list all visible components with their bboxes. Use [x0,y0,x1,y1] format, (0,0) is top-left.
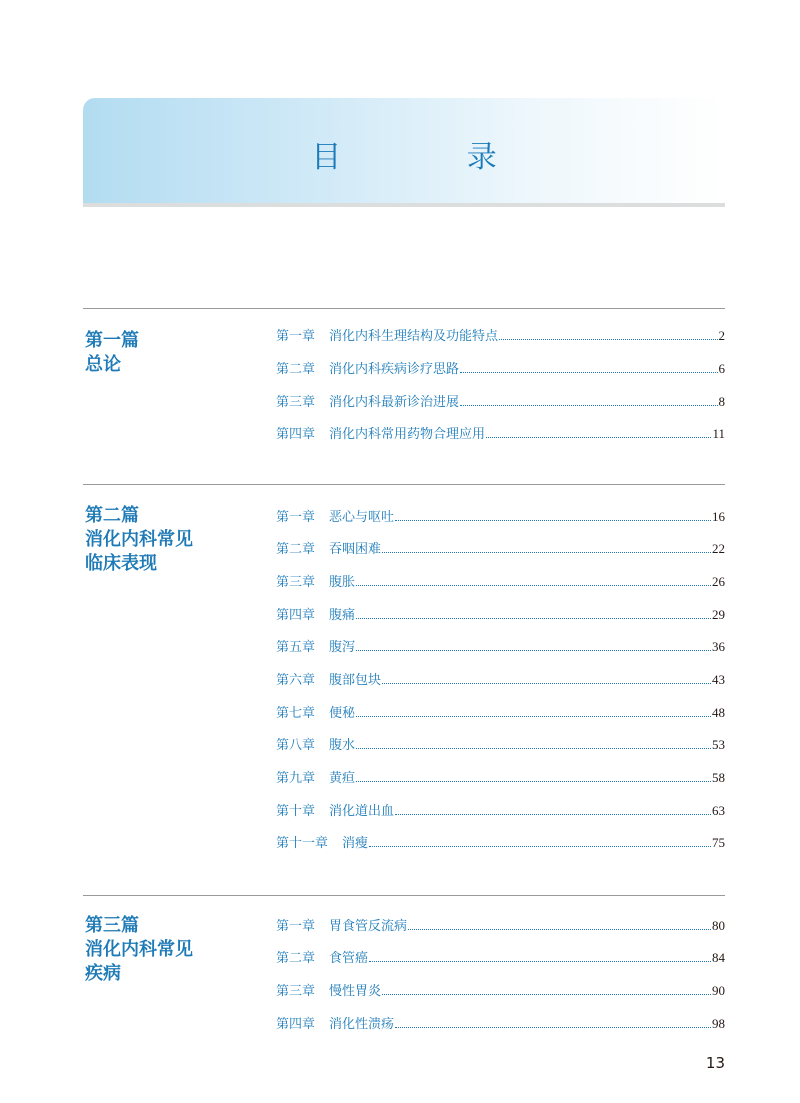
chapter-title: 消化性溃疡 [329,1017,395,1032]
chapter-title: 消化内科最新诊治进展 [329,395,460,410]
banner-underline [83,203,725,207]
part-title [85,914,245,986]
toc-entry[interactable] [276,768,725,788]
toc-entry[interactable] [276,801,725,821]
chapter-title: 消瘦 [342,836,369,851]
dot-leader [486,436,711,438]
part-title [85,504,245,576]
dot-leader [369,960,711,962]
dot-leader [460,404,717,406]
chapter-title: 便秘 [329,706,356,721]
toc-entry[interactable] [276,326,725,346]
toc-entry[interactable] [276,424,725,444]
section-divider [83,308,725,309]
chapter-title: 消化道出血 [329,804,395,819]
chapter-number: 第二章 [276,542,316,557]
toc-entry[interactable] [276,735,725,755]
dot-leader [369,845,711,847]
page-ref: 53 [712,737,725,752]
chapter-number: 第十章 [276,804,316,819]
page-title: 目 录 [311,140,555,175]
toc-entry[interactable] [276,833,725,853]
page-ref: 98 [712,1016,725,1031]
chapter-number: 第十一章 [276,836,329,851]
toc-entry[interactable] [276,539,725,559]
chapter-title: 腹泻 [329,640,356,655]
page-ref: 2 [718,328,725,343]
chapter-number: 第二章 [276,362,316,377]
page-ref: 48 [712,705,725,720]
page-ref: 80 [712,918,725,933]
dot-leader [382,551,711,553]
toc-entry[interactable] [276,981,725,1001]
chapter-number: 第二章 [276,951,316,966]
chapter-number: 第四章 [276,1017,316,1032]
chapter-number: 第一章 [276,510,316,525]
toc-entry[interactable] [276,359,725,379]
chapter-number: 第六章 [276,673,316,688]
toc-entry[interactable] [276,572,725,592]
page-ref: 6 [718,361,725,376]
dot-leader [499,338,717,340]
toc-entry[interactable] [276,670,725,690]
dot-leader [356,747,711,749]
toc-entry[interactable] [276,392,725,412]
chapter-title: 腹痛 [329,608,356,623]
chapter-title: 消化内科疾病诊疗思路 [329,362,460,377]
dot-leader [395,519,711,521]
toc-entry[interactable] [276,1014,725,1034]
chapter-number: 第四章 [276,608,316,623]
chapter-number: 第七章 [276,706,316,721]
part-title-line: 疾病 [85,963,121,984]
chapter-title: 腹水 [329,738,356,753]
chapter-number: 第四章 [276,427,316,442]
chapter-title: 消化内科常用药物合理应用 [329,427,486,442]
section-divider [83,895,725,896]
page-ref: 22 [712,541,725,556]
toc-entry[interactable] [276,948,725,968]
part-title-line: 第三篇 [85,915,139,936]
chapter-title: 胃食管反流病 [329,919,408,934]
chapter-title: 消化内科生理结构及功能特点 [329,329,499,344]
page-ref: 58 [712,770,725,785]
part-title-line: 消化内科常见 [85,939,193,960]
chapter-number: 第一章 [276,919,316,934]
chapter-number: 第一章 [276,329,316,344]
toc-entry[interactable] [276,605,725,625]
toc-entry[interactable] [276,507,725,527]
dot-leader [356,649,711,651]
chapter-number: 第八章 [276,738,316,753]
toc-entry[interactable] [276,637,725,657]
part-title-line: 总论 [85,354,121,375]
page-ref: 75 [712,835,725,850]
dot-leader [395,1026,711,1028]
dot-leader [460,371,717,373]
dot-leader [356,617,711,619]
dot-leader [356,780,711,782]
dot-leader [408,928,711,930]
section-divider [83,484,725,485]
chapter-title: 慢性胃炎 [329,984,382,999]
chapter-number: 第三章 [276,395,316,410]
chapter-number: 第九章 [276,771,316,786]
part-title-line: 临床表现 [85,553,157,574]
page-ref: 8 [718,394,725,409]
chapter-title: 腹胀 [329,575,356,590]
page-ref: 90 [712,983,725,998]
part-title-line: 第二篇 [85,505,139,526]
page-ref: 36 [712,639,725,654]
chapter-title: 恶心与呕吐 [329,510,395,525]
chapter-title: 腹部包块 [329,673,382,688]
chapter-title: 吞咽困难 [329,542,382,557]
page-ref: 84 [712,950,725,965]
page-ref: 29 [712,607,725,622]
chapter-number: 第三章 [276,984,316,999]
toc-entry[interactable] [276,916,725,936]
dot-leader [382,993,711,995]
part-title-line: 第一篇 [85,330,139,351]
page-ref: 63 [712,803,725,818]
chapter-number: 第三章 [276,575,316,590]
part-title [85,329,245,377]
page-ref: 43 [712,672,725,687]
page-ref: 16 [712,509,725,524]
page-ref: 26 [712,574,725,589]
page-number: 13 [705,1054,725,1072]
page-ref: 11 [712,426,725,441]
dot-leader [356,715,711,717]
chapter-title: 黄疸 [329,771,356,786]
dot-leader [356,584,711,586]
chapter-number: 第五章 [276,640,316,655]
dot-leader [382,682,711,684]
part-title-line: 消化内科常见 [85,529,193,550]
chapter-title: 食管癌 [329,951,369,966]
toc-entry[interactable] [276,703,725,723]
dot-leader [395,813,711,815]
